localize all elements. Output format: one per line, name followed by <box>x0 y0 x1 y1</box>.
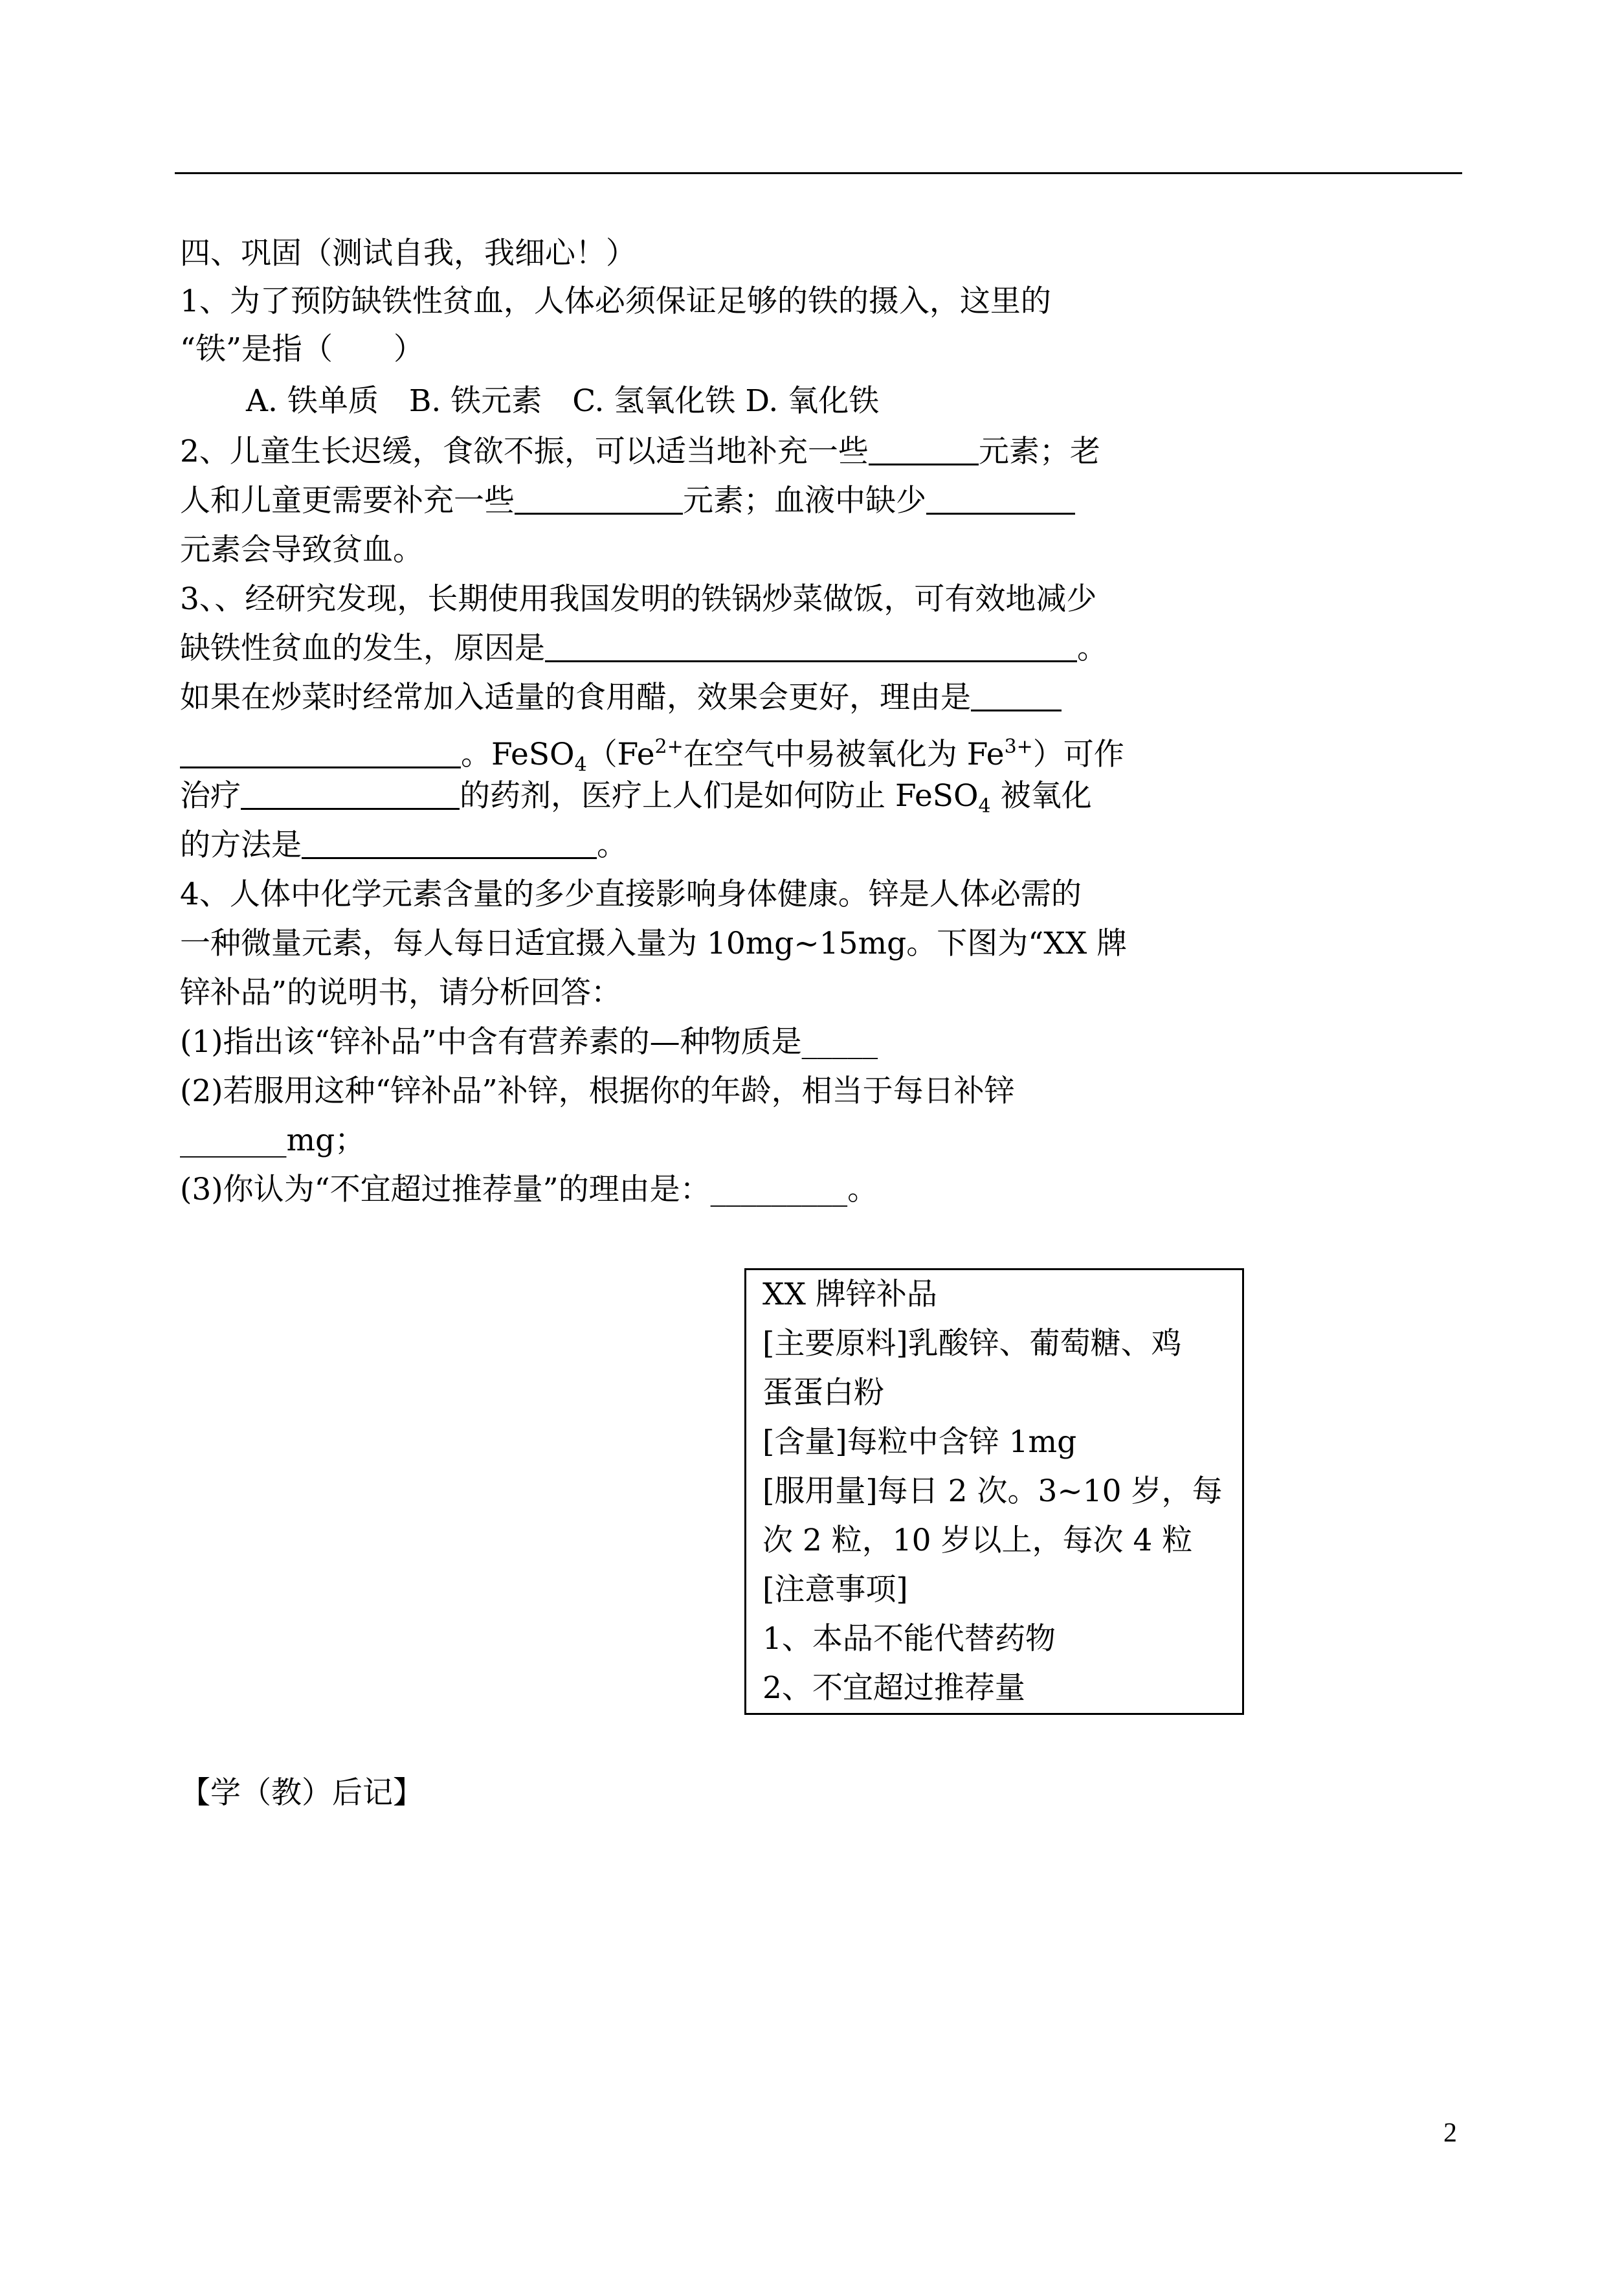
blank-q3-2-cont[interactable] <box>180 737 461 768</box>
q3-line5: 治疗 的药剂，医疗上人们是如何防止 FeSO$_4$ 被氧化 <box>180 778 1092 818</box>
blank-q3-1[interactable] <box>545 631 1077 662</box>
q4-part1: (1)指出该“锌补品”中含有营养素的—种物质是_____ <box>180 1024 878 1060</box>
blank-q3-3[interactable] <box>241 778 460 810</box>
label-line-5: [服用量]每日 2 次。3~10 岁，每 <box>762 1473 1223 1509</box>
q4-line3: 锌补品”的说明书，请分析回答： <box>180 975 622 1011</box>
label-line-4: [含量]每粒中含锌 1mg <box>762 1424 1077 1460</box>
q4-line1: 4、人体中化学元素含量的多少直接影响身体健康。锌是人体必需的 <box>180 877 1082 912</box>
q3-line6: 的方法是 。 <box>180 827 627 863</box>
blank-q2-1[interactable] <box>869 434 979 465</box>
q4-part2: (2)若服用这种“锌补品”补锌，根据你的年龄，相当于每日补锌 <box>180 1073 1015 1109</box>
q2-line1: 2、儿童生长迟缓，食欲不振，可以适当地补充一些 元素；老 <box>180 434 1100 469</box>
label-line-2: [主要原料]乳酸锌、葡萄糖、鸡 <box>762 1326 1182 1361</box>
q1-options: A. 铁单质 B. 铁元素 C. 氢氧化铁 D. 氧化铁 <box>246 383 880 419</box>
q3-line3: 如果在炒菜时经常加入适量的食用醋，效果会更好，理由是 <box>180 678 1062 717</box>
q4-line2: 一种微量元素，每人每日适宜摄入量为 10mg~15mg。下图为“XX 牌 <box>180 926 1128 961</box>
q3-line4: 。$FeSO_4(Fe^{2+}$在空气中易被氧化为 $Fe^{3+}$）可作 <box>180 728 1124 785</box>
afterword-heading: 【学（教）后记】 <box>180 1775 423 1811</box>
q4-part3: (3)你认为“不宜超过推荐量”的理由是：_________。 <box>180 1172 878 1207</box>
blank-q3-4[interactable] <box>302 827 597 859</box>
label-line-8: 1、本品不能代替药物 <box>762 1621 1056 1657</box>
q2-line3: 元素会导致贫血。 <box>180 532 423 568</box>
blank-q2-3[interactable] <box>926 483 1075 515</box>
label-line-7: [注意事项] <box>762 1572 908 1607</box>
q2-line2: 人和儿童更需要补充一些 元素；血液中缺少 <box>180 482 1075 520</box>
section-title: 四、巩固（测试自我，我细心！） <box>180 236 636 271</box>
label-line-3: 蛋蛋白粉 <box>762 1375 884 1411</box>
page-number: 2 <box>1443 2118 1457 2148</box>
label-line-6: 次 2 粒，10 岁以上，每次 4 粒 <box>762 1523 1193 1558</box>
q1-line1: 1、为了预防缺铁性贫血，人体必须保证足够的铁的摄入，这里的 <box>180 284 1051 319</box>
blank-q2-2[interactable] <box>515 483 683 515</box>
blank-q3-2[interactable] <box>971 680 1062 711</box>
q3-line2: 缺铁性贫血的发生，原因是 。 <box>180 631 1107 666</box>
q4-part2-blank: _______mg； <box>180 1123 366 1158</box>
q3-line1: 3、、经研究发现，长期使用我国发明的铁锅炒菜做饭，可有效地减少 <box>180 581 1097 617</box>
q1-line2: “铁”是指（ ） <box>180 331 425 367</box>
header-rule <box>175 172 1462 174</box>
label-line-9: 2、不宜超过推荐量 <box>762 1670 1025 1706</box>
label-line-1: XX 牌锌补品 <box>762 1277 937 1312</box>
